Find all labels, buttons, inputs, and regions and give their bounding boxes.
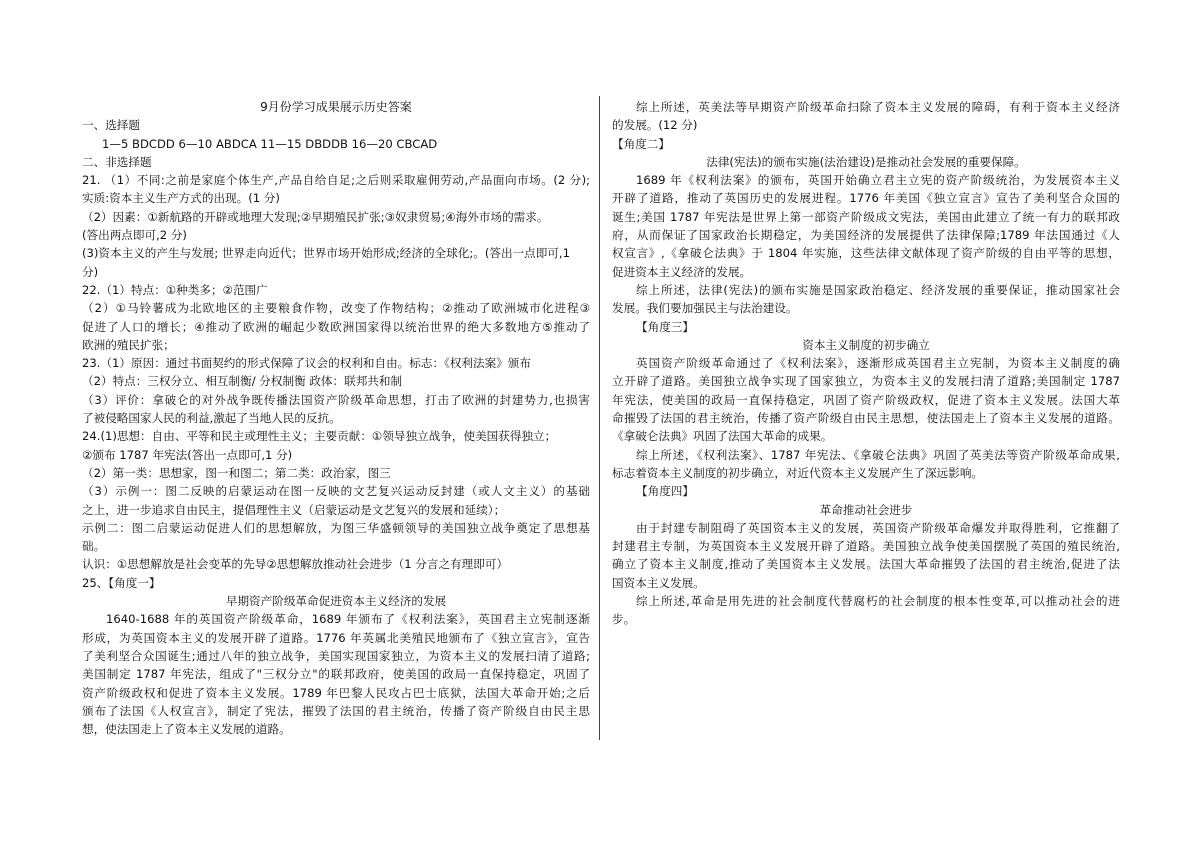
left-text-line: 认识：①思想解放是社会变革的先导②思想解放推动社会进步（1 分言之有理即可） — [82, 557, 509, 572]
left-text-line: （2）因素：①新航路的开辟或地理大发现;②早期殖民扩张;③奴隶贸易;④海外市场的需求。 — [82, 209, 549, 224]
right-text-line: 步。 — [612, 612, 636, 627]
right-text-line: 确立了资本主义制度,推动了美国资本主义发展。法国大革命摧毁了法国的君主统治,促进了法 — [612, 557, 1120, 572]
right-text-line: 综上所述,革命是用先进的社会制度代替腐朽的社会制度的根本性变革,可以推动社会的进 — [636, 594, 1120, 609]
left-text-line: 之上，进一步追求自由民主，提倡理性主义（启蒙运动是文艺复兴的发展和延续）； — [82, 502, 506, 517]
right-text-line: 促进资本主义经济的发展。 — [612, 264, 752, 279]
left-text-line: 一、选择题 — [82, 118, 140, 133]
right-text-line: 综上所述，英美法等早期资产阶级革命扫除了资本主义发展的障碍，有利于资本主义经济 — [636, 100, 1120, 114]
right-text-line: 诞生;美国 1787 年宪法是世界上第一部资产阶级成文宪法，美国由此建立了统一有力的联邦政 — [612, 209, 1120, 224]
left-text-line: 分) — [82, 264, 99, 279]
left-text-line: 想，使法国走上了资本主义发展的道路。 — [82, 722, 291, 737]
left-column — [82, 98, 590, 738]
left-text-line: 1—5 BDCDD 6—10 ABDCA 11—15 DBDDB 16—20 CBCAD — [102, 136, 438, 151]
left-text-line: 早期资产阶级革命促进资本主义经济的发展 — [225, 594, 447, 609]
left-text-line: 25、【角度一】 — [82, 575, 161, 590]
left-text-line: 促进了人口的增长；④推动了欧洲的崛起少数欧洲国家得以统治世界的绝大多数地方⑤推动了 — [82, 319, 590, 334]
left-text-line: 美国制定 1787 年宪法，组成了"三权分立"的联邦政府，使美国的政局一直保持稳定，巩固了 — [82, 667, 590, 682]
left-text-line: 24.(1)思想：自由、平等和民主或理性主义；主要贡献：①领导独立战争，使美国获得独立； — [82, 429, 557, 444]
right-text-line: 立开辟了道路。美国独立战争实现了国家独立，为资本主义的发展扫清了道路;美国制定 1787 — [612, 374, 1120, 389]
left-text-line: ②颁布 1787 年宪法(答出一点即可,1 分) — [82, 447, 293, 462]
left-text-line: 二、非选择题 — [82, 154, 152, 169]
left-text-line: (3)资本主义的产生与发展; 世界走向近代；世界市场开始形成;经济的全球化;。(答出一点即可,1 — [82, 246, 570, 261]
right-text-line: 国资本主义发展。 — [612, 575, 705, 590]
right-text-line: 英国资产阶级革命通过了《权利法案》，逐渐形成英国君主立宪制，为资本主义制度的确 — [636, 356, 1120, 371]
right-text-line: 1689 年《权利法案》的颁布，英国开始确立君主立宪的资产阶级统治，为发展资本主义 — [636, 173, 1120, 188]
left-text-line: （3）示例一：图二反映的启蒙运动在图一反映的文艺复兴运动反封建（或人文主义）的基础 — [82, 484, 590, 499]
right-text-line: 发展。我们要加强民主与法治建设。 — [612, 301, 798, 316]
right-text-line: 资本主义制度的初步确立 — [802, 337, 930, 352]
left-text-line: 1640-1688 年的英国资产阶级革命，1689 年颁布了《权利法案》，英国君主立宪制逐渐 — [106, 612, 590, 627]
right-text-line: 由于封建专制阻碍了英国资本主义的发展，英国资产阶级革命爆发并取得胜利，它推翻了 — [636, 520, 1120, 535]
left-text-line: 资产阶级政权和促进了资本主义发展。1789 年巴黎人民攻占巴士底狱，法国大革命开始;之后 — [82, 685, 590, 700]
right-text-line: 年宪法，使美国的政局一直保持稳定，巩固了资产阶级政权，促进了资本主义发展。法国大革 — [612, 392, 1120, 407]
right-text-line: 的发展。(12 分) — [612, 118, 698, 133]
right-text-line: 权宣言》,《拿破仑法典》于 1804 年实施，这些法律文献体现了资产阶级的自由平等的思想， — [612, 246, 1120, 261]
right-text-line: 开辟了道路，推动了英国历史的发展进程。1776 年美国《独立宣言》宣告了美利坚合众国的 — [612, 191, 1120, 206]
left-text-line: 欧洲的殖民扩张； — [82, 337, 175, 352]
left-text-line: （2）第一类：思想家，图一和图二；第二类：政治家，图三 — [82, 465, 391, 480]
right-text-line: 府，从而保证了国家政治长期稳定，为美国经济的发展提供了法律保障;1789 年法国通过《人 — [612, 228, 1120, 243]
left-text-line: 21. （1）不同:之前是家庭个体生产,产品自给自足;之后则采取雇佣劳动,产品面向市场。(2 分); — [82, 173, 590, 188]
left-text-line: 了被侵略国家人民的利益,激起了当地人民的反抗。 — [82, 411, 341, 426]
left-text-line: （2）特点：三权分立、相互制衡/ 分权制衡 政体：联邦共和制 — [82, 374, 403, 389]
left-text-line: (答出两点即可,2 分) — [82, 228, 187, 243]
left-text-line: 了美利坚合众国诞生;通过八年的独立战争，美国实现国家独立，为资本主义的发展扫清了道路; — [82, 648, 590, 663]
left-text-line: 础。 — [82, 539, 106, 554]
right-text-line: 【角度二】 — [612, 136, 670, 151]
left-text-line: 形成，为英国资本主义的发展开辟了道路。1776 年英属北美殖民地颁布了《独立宣言》，宣告 — [82, 630, 590, 645]
left-text-line: 示例二：图二启蒙运动促进人们的思想解放，为图三华盛顿领导的美国独立战争奠定了思想基 — [82, 520, 590, 535]
right-text-line: 【角度四】 — [636, 484, 694, 499]
right-text-line: 综上所述，《权利法案》、1787 年宪法、《拿破仑法典》巩固了英美法等资产阶级革命成果, — [636, 447, 1120, 462]
left-text-line: （3）评价：拿破仑的对外战争既传播法国资产阶级革命思想，打击了欧洲的封建势力,也损害 — [82, 392, 590, 407]
left-answer-text — [82, 116, 590, 738]
right-text-line: 《拿破仑法典》巩固了法国大革命的成果。 — [612, 429, 833, 444]
right-text-line: 【角度三】 — [636, 319, 694, 334]
right-text-line: 综上所述，法律(宪法)的颁布实施是国家政治稳定、经济发展的重要保证，推动国家社会 — [636, 282, 1120, 297]
right-answer-text — [612, 98, 1120, 629]
right-text-line: 标志着资本主义制度的初步确立，对近代资本主义发展产生了深远影响。 — [612, 465, 984, 480]
left-text-line: 23.（1）原因：通过书面契约的形式保障了议会的权利和自由。标志：《权利法案》颁布 — [82, 356, 531, 371]
right-column — [612, 98, 1120, 629]
right-text-line: 命摧毁了法国的君主统治，传播了资产阶级自由民主思想，使法国走上了资本主义发展的道路。 — [612, 411, 1120, 426]
column-divider — [599, 96, 600, 740]
right-text-line: 法律(宪法)的颁布实施(法治建设)是推动社会发展的重要保障。 — [706, 154, 1026, 169]
left-text-line: 22.（1）特点：①种类多；②范围广 — [82, 282, 268, 297]
page-title: 9月份学习成果展示历史答案 — [260, 100, 412, 114]
right-text-line: 封建君主专制，为英国资本主义发展开辟了道路。美国独立战争使美国摆脱了英国的殖民统治, — [612, 539, 1120, 554]
left-text-line: （2）①马铃薯成为北欧地区的主要粮食作物，改变了作物结构；②推动了欧洲城市化进程③ — [82, 301, 590, 316]
left-text-line: 颁布了法国《人权宣言》，制定了宪法，摧毁了法国的君主统治，传播了资产阶级自由民主思 — [82, 703, 590, 718]
left-text-line: 实质:资本主义生产方式的出现。(1 分) — [82, 191, 280, 206]
right-text-line: 革命推动社会进步 — [819, 502, 913, 517]
